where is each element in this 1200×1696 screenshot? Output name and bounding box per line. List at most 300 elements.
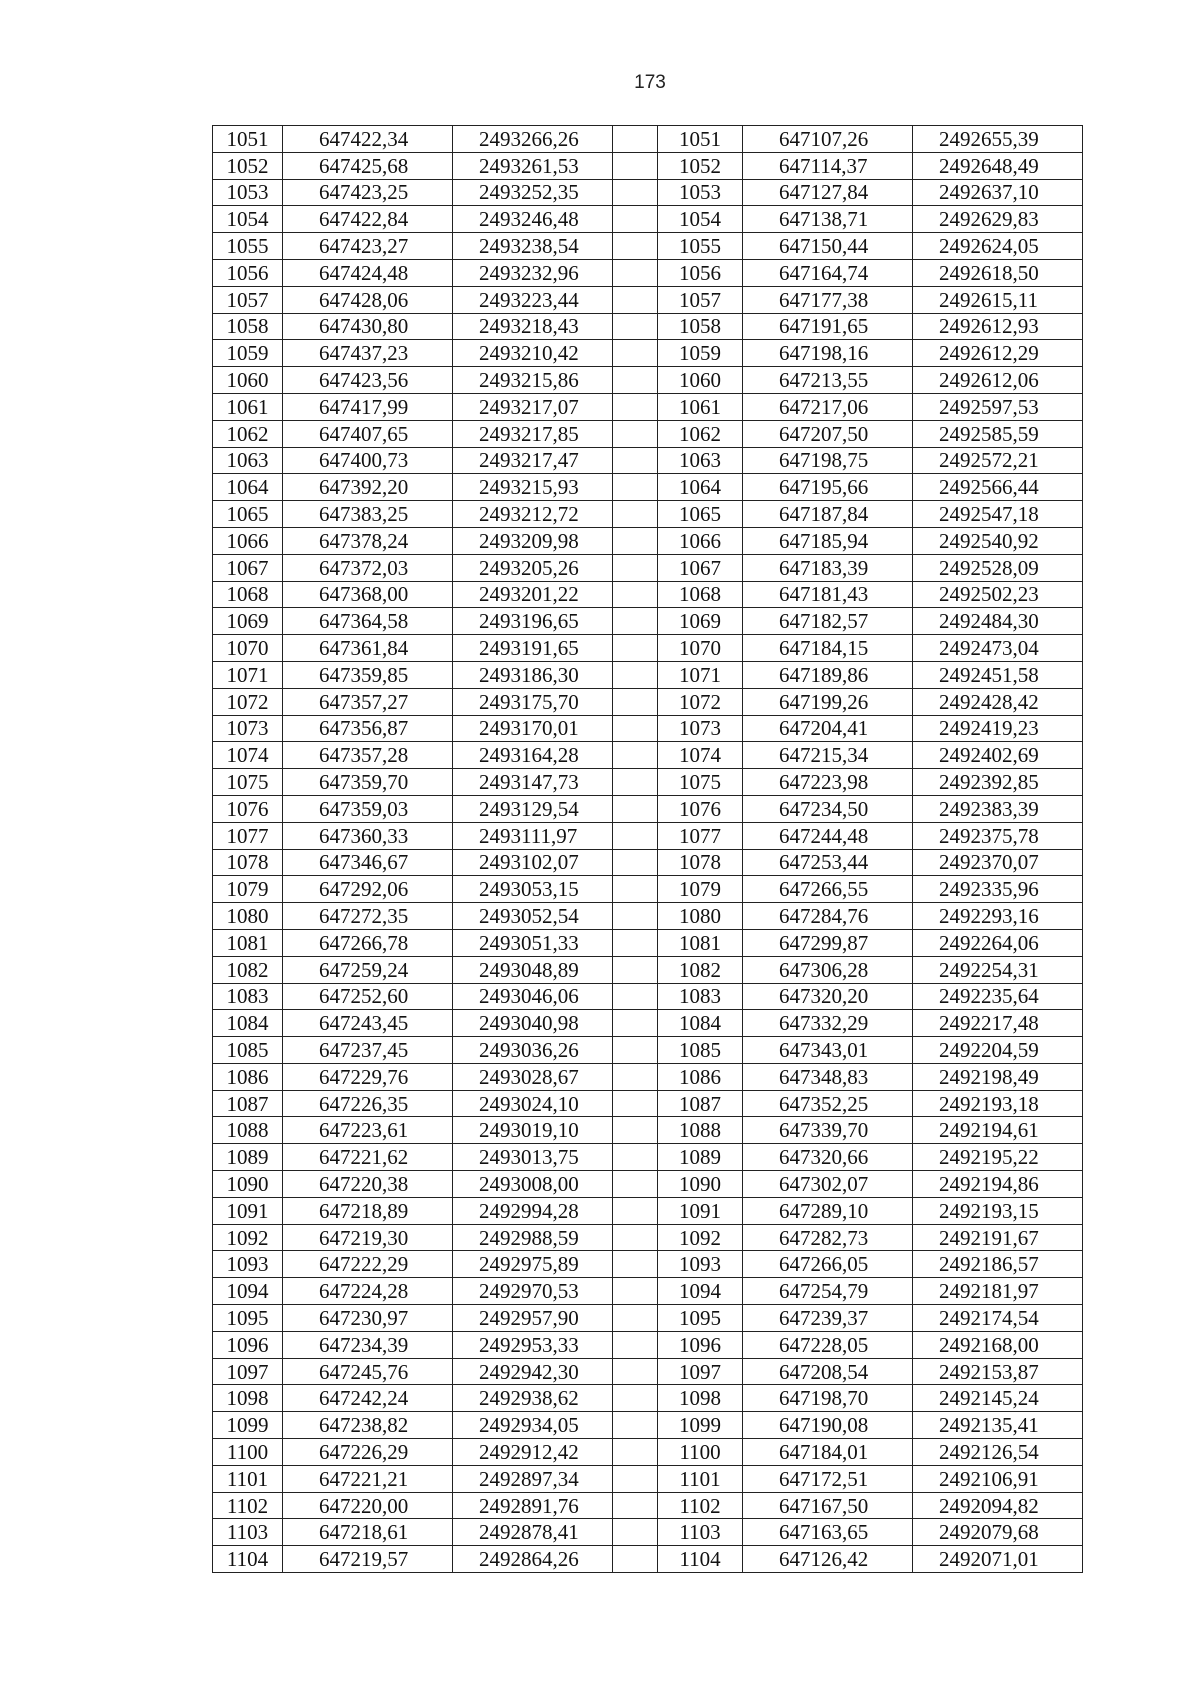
point-number-left: 1060 [213, 367, 283, 394]
y-coordinate-right: 2492629,83 [913, 206, 1083, 233]
point-number-left: 1070 [213, 635, 283, 662]
y-coordinate-right: 2492194,61 [913, 1117, 1083, 1144]
point-number-left: 1091 [213, 1197, 283, 1224]
x-coordinate-right: 647167,50 [743, 1492, 913, 1519]
x-coordinate-right: 647289,10 [743, 1197, 913, 1224]
y-coordinate-left: 2492953,33 [453, 1331, 613, 1358]
x-coordinate-right: 647164,74 [743, 259, 913, 286]
x-coordinate-left: 647360,33 [283, 822, 453, 849]
y-coordinate-right: 2492079,68 [913, 1519, 1083, 1546]
column-separator [613, 769, 658, 796]
x-coordinate-left: 647423,27 [283, 233, 453, 260]
x-coordinate-left: 647378,24 [283, 527, 453, 554]
point-number-left: 1085 [213, 1037, 283, 1064]
table-row [213, 1037, 1083, 1064]
x-coordinate-left: 647226,29 [283, 1439, 453, 1466]
y-coordinate-right: 2492402,69 [913, 742, 1083, 769]
x-coordinate-left: 647219,30 [283, 1224, 453, 1251]
point-number-right: 1095 [658, 1305, 743, 1332]
point-number-left: 1078 [213, 849, 283, 876]
y-coordinate-right: 2492235,64 [913, 983, 1083, 1010]
y-coordinate-right: 2492572,21 [913, 447, 1083, 474]
y-coordinate-right: 2492254,31 [913, 956, 1083, 983]
y-coordinate-left: 2493013,75 [453, 1144, 613, 1171]
point-number-right: 1067 [658, 554, 743, 581]
x-coordinate-left: 647372,03 [283, 554, 453, 581]
point-number-right: 1092 [658, 1224, 743, 1251]
x-coordinate-right: 647172,51 [743, 1465, 913, 1492]
column-separator [613, 286, 658, 313]
point-number-right: 1091 [658, 1197, 743, 1224]
table-row [213, 1546, 1083, 1573]
table-row [213, 581, 1083, 608]
point-number-left: 1090 [213, 1171, 283, 1198]
y-coordinate-left: 2493129,54 [453, 795, 613, 822]
point-number-left: 1072 [213, 688, 283, 715]
x-coordinate-right: 647306,28 [743, 956, 913, 983]
x-coordinate-right: 647184,15 [743, 635, 913, 662]
table-row [213, 233, 1083, 260]
column-separator [613, 581, 658, 608]
point-number-left: 1080 [213, 903, 283, 930]
column-separator [613, 1546, 658, 1573]
y-coordinate-left: 2493215,93 [453, 474, 613, 501]
x-coordinate-right: 647126,42 [743, 1546, 913, 1573]
point-number-right: 1087 [658, 1090, 743, 1117]
point-number-right: 1100 [658, 1439, 743, 1466]
x-coordinate-right: 647138,71 [743, 206, 913, 233]
column-separator [613, 340, 658, 367]
y-coordinate-left: 2493170,01 [453, 715, 613, 742]
y-coordinate-right: 2492168,00 [913, 1331, 1083, 1358]
table-row [213, 1117, 1083, 1144]
point-number-left: 1076 [213, 795, 283, 822]
x-coordinate-left: 647364,58 [283, 608, 453, 635]
x-coordinate-right: 647254,79 [743, 1278, 913, 1305]
y-coordinate-right: 2492194,86 [913, 1171, 1083, 1198]
y-coordinate-right: 2492193,15 [913, 1197, 1083, 1224]
y-coordinate-right: 2492071,01 [913, 1546, 1083, 1573]
column-separator [613, 1465, 658, 1492]
point-number-left: 1074 [213, 742, 283, 769]
x-coordinate-left: 647237,45 [283, 1037, 453, 1064]
column-separator [613, 152, 658, 179]
y-coordinate-left: 2493052,54 [453, 903, 613, 930]
table-row [213, 876, 1083, 903]
point-number-right: 1060 [658, 367, 743, 394]
y-coordinate-right: 2492145,24 [913, 1385, 1083, 1412]
y-coordinate-right: 2492193,18 [913, 1090, 1083, 1117]
point-number-right: 1081 [658, 929, 743, 956]
x-coordinate-right: 647183,39 [743, 554, 913, 581]
point-number-left: 1067 [213, 554, 283, 581]
table-row [213, 1251, 1083, 1278]
x-coordinate-right: 647332,29 [743, 1010, 913, 1037]
x-coordinate-right: 647177,38 [743, 286, 913, 313]
column-separator [613, 1010, 658, 1037]
point-number-right: 1098 [658, 1385, 743, 1412]
table-row [213, 608, 1083, 635]
y-coordinate-right: 2492473,04 [913, 635, 1083, 662]
point-number-left: 1051 [213, 126, 283, 153]
y-coordinate-right: 2492293,16 [913, 903, 1083, 930]
y-coordinate-left: 2492878,41 [453, 1519, 613, 1546]
x-coordinate-left: 647218,89 [283, 1197, 453, 1224]
table-row [213, 313, 1083, 340]
column-separator [613, 126, 658, 153]
point-number-right: 1096 [658, 1331, 743, 1358]
table-row [213, 286, 1083, 313]
x-coordinate-left: 647222,29 [283, 1251, 453, 1278]
y-coordinate-right: 2492186,57 [913, 1251, 1083, 1278]
y-coordinate-right: 2492181,97 [913, 1278, 1083, 1305]
x-coordinate-left: 647221,62 [283, 1144, 453, 1171]
y-coordinate-right: 2492612,93 [913, 313, 1083, 340]
x-coordinate-right: 647320,20 [743, 983, 913, 1010]
column-separator [613, 501, 658, 528]
y-coordinate-left: 2493201,22 [453, 581, 613, 608]
x-coordinate-right: 647150,44 [743, 233, 913, 260]
point-number-left: 1079 [213, 876, 283, 903]
table-row [213, 340, 1083, 367]
y-coordinate-left: 2492975,89 [453, 1251, 613, 1278]
column-separator [613, 1144, 658, 1171]
point-number-right: 1064 [658, 474, 743, 501]
point-number-left: 1077 [213, 822, 283, 849]
point-number-right: 1077 [658, 822, 743, 849]
y-coordinate-left: 2493008,00 [453, 1171, 613, 1198]
x-coordinate-left: 647230,97 [283, 1305, 453, 1332]
y-coordinate-left: 2492988,59 [453, 1224, 613, 1251]
point-number-right: 1054 [658, 206, 743, 233]
y-coordinate-left: 2493266,26 [453, 126, 613, 153]
point-number-left: 1061 [213, 393, 283, 420]
y-coordinate-left: 2493147,73 [453, 769, 613, 796]
table-row [213, 1010, 1083, 1037]
x-coordinate-left: 647424,48 [283, 259, 453, 286]
page-number: 173 [634, 72, 666, 93]
y-coordinate-right: 2492597,53 [913, 393, 1083, 420]
x-coordinate-right: 647198,75 [743, 447, 913, 474]
x-coordinate-left: 647245,76 [283, 1358, 453, 1385]
x-coordinate-left: 647361,84 [283, 635, 453, 662]
table-row [213, 206, 1083, 233]
column-separator [613, 1412, 658, 1439]
x-coordinate-left: 647357,28 [283, 742, 453, 769]
x-coordinate-left: 647357,27 [283, 688, 453, 715]
point-number-left: 1089 [213, 1144, 283, 1171]
y-coordinate-left: 2493191,65 [453, 635, 613, 662]
table-row [213, 1439, 1083, 1466]
y-coordinate-right: 2492106,91 [913, 1465, 1083, 1492]
x-coordinate-right: 647189,86 [743, 661, 913, 688]
table-row [213, 1519, 1083, 1546]
table-row [213, 956, 1083, 983]
x-coordinate-right: 647215,34 [743, 742, 913, 769]
point-number-right: 1093 [658, 1251, 743, 1278]
column-separator [613, 554, 658, 581]
point-number-right: 1071 [658, 661, 743, 688]
y-coordinate-right: 2492264,06 [913, 929, 1083, 956]
y-coordinate-right: 2492335,96 [913, 876, 1083, 903]
y-coordinate-left: 2492994,28 [453, 1197, 613, 1224]
point-number-right: 1082 [658, 956, 743, 983]
table-row [213, 1171, 1083, 1198]
x-coordinate-left: 647383,25 [283, 501, 453, 528]
x-coordinate-left: 647266,78 [283, 929, 453, 956]
table-row [213, 688, 1083, 715]
point-number-right: 1053 [658, 179, 743, 206]
y-coordinate-right: 2492370,07 [913, 849, 1083, 876]
x-coordinate-left: 647229,76 [283, 1063, 453, 1090]
y-coordinate-right: 2492195,22 [913, 1144, 1083, 1171]
table-row [213, 152, 1083, 179]
point-number-right: 1097 [658, 1358, 743, 1385]
point-number-right: 1103 [658, 1519, 743, 1546]
y-coordinate-left: 2492891,76 [453, 1492, 613, 1519]
table-row [213, 527, 1083, 554]
x-coordinate-right: 647199,26 [743, 688, 913, 715]
column-separator [613, 1385, 658, 1412]
column-separator [613, 233, 658, 260]
x-coordinate-right: 647228,05 [743, 1331, 913, 1358]
y-coordinate-left: 2493210,42 [453, 340, 613, 367]
point-number-right: 1101 [658, 1465, 743, 1492]
point-number-left: 1093 [213, 1251, 283, 1278]
column-separator [613, 1117, 658, 1144]
x-coordinate-right: 647198,70 [743, 1385, 913, 1412]
y-coordinate-right: 2492126,54 [913, 1439, 1083, 1466]
y-coordinate-left: 2492934,05 [453, 1412, 613, 1439]
y-coordinate-left: 2493217,85 [453, 420, 613, 447]
point-number-left: 1057 [213, 286, 283, 313]
x-coordinate-right: 647339,70 [743, 1117, 913, 1144]
point-number-right: 1062 [658, 420, 743, 447]
y-coordinate-left: 2493046,06 [453, 983, 613, 1010]
table-row [213, 420, 1083, 447]
x-coordinate-left: 647223,61 [283, 1117, 453, 1144]
y-coordinate-left: 2493024,10 [453, 1090, 613, 1117]
table-row [213, 1144, 1083, 1171]
point-number-right: 1104 [658, 1546, 743, 1573]
x-coordinate-left: 647359,85 [283, 661, 453, 688]
x-coordinate-right: 647284,76 [743, 903, 913, 930]
point-number-left: 1062 [213, 420, 283, 447]
point-number-left: 1066 [213, 527, 283, 554]
point-number-right: 1079 [658, 876, 743, 903]
point-number-left: 1103 [213, 1519, 283, 1546]
y-coordinate-left: 2493261,53 [453, 152, 613, 179]
x-coordinate-right: 647114,37 [743, 152, 913, 179]
x-coordinate-left: 647219,57 [283, 1546, 453, 1573]
point-number-right: 1074 [658, 742, 743, 769]
point-number-right: 1055 [658, 233, 743, 260]
x-coordinate-left: 647243,45 [283, 1010, 453, 1037]
y-coordinate-left: 2493028,67 [453, 1063, 613, 1090]
point-number-right: 1051 [658, 126, 743, 153]
column-separator [613, 742, 658, 769]
point-number-left: 1063 [213, 447, 283, 474]
column-separator [613, 1358, 658, 1385]
point-number-right: 1065 [658, 501, 743, 528]
x-coordinate-right: 647182,57 [743, 608, 913, 635]
x-coordinate-right: 647207,50 [743, 420, 913, 447]
point-number-right: 1085 [658, 1037, 743, 1064]
y-coordinate-right: 2492648,49 [913, 152, 1083, 179]
x-coordinate-right: 647352,25 [743, 1090, 913, 1117]
x-coordinate-left: 647425,68 [283, 152, 453, 179]
x-coordinate-right: 647187,84 [743, 501, 913, 528]
column-separator [613, 313, 658, 340]
point-number-left: 1075 [213, 769, 283, 796]
y-coordinate-right: 2492094,82 [913, 1492, 1083, 1519]
column-separator [613, 179, 658, 206]
x-coordinate-left: 647423,56 [283, 367, 453, 394]
column-separator [613, 1331, 658, 1358]
table-row [213, 1465, 1083, 1492]
y-coordinate-left: 2493019,10 [453, 1117, 613, 1144]
table-row [213, 903, 1083, 930]
x-coordinate-right: 647223,98 [743, 769, 913, 796]
x-coordinate-left: 647224,28 [283, 1278, 453, 1305]
column-separator [613, 1224, 658, 1251]
y-coordinate-left: 2493212,72 [453, 501, 613, 528]
column-separator [613, 715, 658, 742]
y-coordinate-right: 2492428,42 [913, 688, 1083, 715]
table-row [213, 393, 1083, 420]
point-number-right: 1052 [658, 152, 743, 179]
x-coordinate-left: 647242,24 [283, 1385, 453, 1412]
x-coordinate-right: 647195,66 [743, 474, 913, 501]
table-row [213, 474, 1083, 501]
x-coordinate-right: 647185,94 [743, 527, 913, 554]
column-separator [613, 1305, 658, 1332]
y-coordinate-right: 2492612,06 [913, 367, 1083, 394]
y-coordinate-right: 2492383,39 [913, 795, 1083, 822]
y-coordinate-right: 2492655,39 [913, 126, 1083, 153]
y-coordinate-left: 2493102,07 [453, 849, 613, 876]
y-coordinate-left: 2492957,90 [453, 1305, 613, 1332]
column-separator [613, 527, 658, 554]
column-separator [613, 367, 658, 394]
column-separator [613, 474, 658, 501]
x-coordinate-right: 647181,43 [743, 581, 913, 608]
y-coordinate-right: 2492502,23 [913, 581, 1083, 608]
point-number-left: 1102 [213, 1492, 283, 1519]
y-coordinate-left: 2493205,26 [453, 554, 613, 581]
point-number-right: 1094 [658, 1278, 743, 1305]
x-coordinate-right: 647266,05 [743, 1251, 913, 1278]
point-number-right: 1070 [658, 635, 743, 662]
y-coordinate-right: 2492198,49 [913, 1063, 1083, 1090]
y-coordinate-right: 2492174,54 [913, 1305, 1083, 1332]
y-coordinate-left: 2492970,53 [453, 1278, 613, 1305]
x-coordinate-right: 647348,83 [743, 1063, 913, 1090]
point-number-right: 1061 [658, 393, 743, 420]
table-row [213, 126, 1083, 153]
point-number-right: 1099 [658, 1412, 743, 1439]
x-coordinate-left: 647407,65 [283, 420, 453, 447]
column-separator [613, 1063, 658, 1090]
column-separator [613, 259, 658, 286]
point-number-left: 1087 [213, 1090, 283, 1117]
y-coordinate-left: 2493111,97 [453, 822, 613, 849]
y-coordinate-right: 2492528,09 [913, 554, 1083, 581]
column-separator [613, 1278, 658, 1305]
point-number-left: 1069 [213, 608, 283, 635]
x-coordinate-right: 647163,65 [743, 1519, 913, 1546]
point-number-left: 1068 [213, 581, 283, 608]
column-separator [613, 1197, 658, 1224]
y-coordinate-left: 2493246,48 [453, 206, 613, 233]
y-coordinate-left: 2493186,30 [453, 661, 613, 688]
point-number-left: 1055 [213, 233, 283, 260]
y-coordinate-right: 2492540,92 [913, 527, 1083, 554]
table-row [213, 259, 1083, 286]
y-coordinate-right: 2492135,41 [913, 1412, 1083, 1439]
y-coordinate-right: 2492153,87 [913, 1358, 1083, 1385]
y-coordinate-left: 2492864,26 [453, 1546, 613, 1573]
x-coordinate-left: 647359,70 [283, 769, 453, 796]
table-row [213, 983, 1083, 1010]
table-row [213, 1492, 1083, 1519]
point-number-right: 1084 [658, 1010, 743, 1037]
x-coordinate-right: 647208,54 [743, 1358, 913, 1385]
column-separator [613, 1519, 658, 1546]
x-coordinate-right: 647213,55 [743, 367, 913, 394]
x-coordinate-left: 647423,25 [283, 179, 453, 206]
point-number-left: 1065 [213, 501, 283, 528]
y-coordinate-left: 2493036,26 [453, 1037, 613, 1064]
x-coordinate-right: 647299,87 [743, 929, 913, 956]
table-row [213, 1385, 1083, 1412]
x-coordinate-left: 647356,87 [283, 715, 453, 742]
point-number-right: 1083 [658, 983, 743, 1010]
x-coordinate-left: 647220,38 [283, 1171, 453, 1198]
point-number-left: 1081 [213, 929, 283, 956]
point-number-left: 1097 [213, 1358, 283, 1385]
column-separator [613, 420, 658, 447]
point-number-left: 1058 [213, 313, 283, 340]
point-number-left: 1052 [213, 152, 283, 179]
y-coordinate-right: 2492204,59 [913, 1037, 1083, 1064]
point-number-left: 1096 [213, 1331, 283, 1358]
point-number-right: 1068 [658, 581, 743, 608]
point-number-left: 1071 [213, 661, 283, 688]
table-row [213, 661, 1083, 688]
x-coordinate-right: 647302,07 [743, 1171, 913, 1198]
y-coordinate-left: 2493215,86 [453, 367, 613, 394]
point-number-right: 1063 [658, 447, 743, 474]
point-number-right: 1078 [658, 849, 743, 876]
table-row [213, 1278, 1083, 1305]
point-number-right: 1058 [658, 313, 743, 340]
table-row [213, 849, 1083, 876]
y-coordinate-right: 2492217,48 [913, 1010, 1083, 1037]
point-number-left: 1099 [213, 1412, 283, 1439]
y-coordinate-right: 2492612,29 [913, 340, 1083, 367]
y-coordinate-right: 2492618,50 [913, 259, 1083, 286]
point-number-right: 1086 [658, 1063, 743, 1090]
x-coordinate-right: 647253,44 [743, 849, 913, 876]
point-number-right: 1072 [658, 688, 743, 715]
x-coordinate-left: 647346,67 [283, 849, 453, 876]
table-row [213, 447, 1083, 474]
x-coordinate-right: 647191,65 [743, 313, 913, 340]
point-number-left: 1073 [213, 715, 283, 742]
y-coordinate-left: 2493217,47 [453, 447, 613, 474]
column-separator [613, 929, 658, 956]
